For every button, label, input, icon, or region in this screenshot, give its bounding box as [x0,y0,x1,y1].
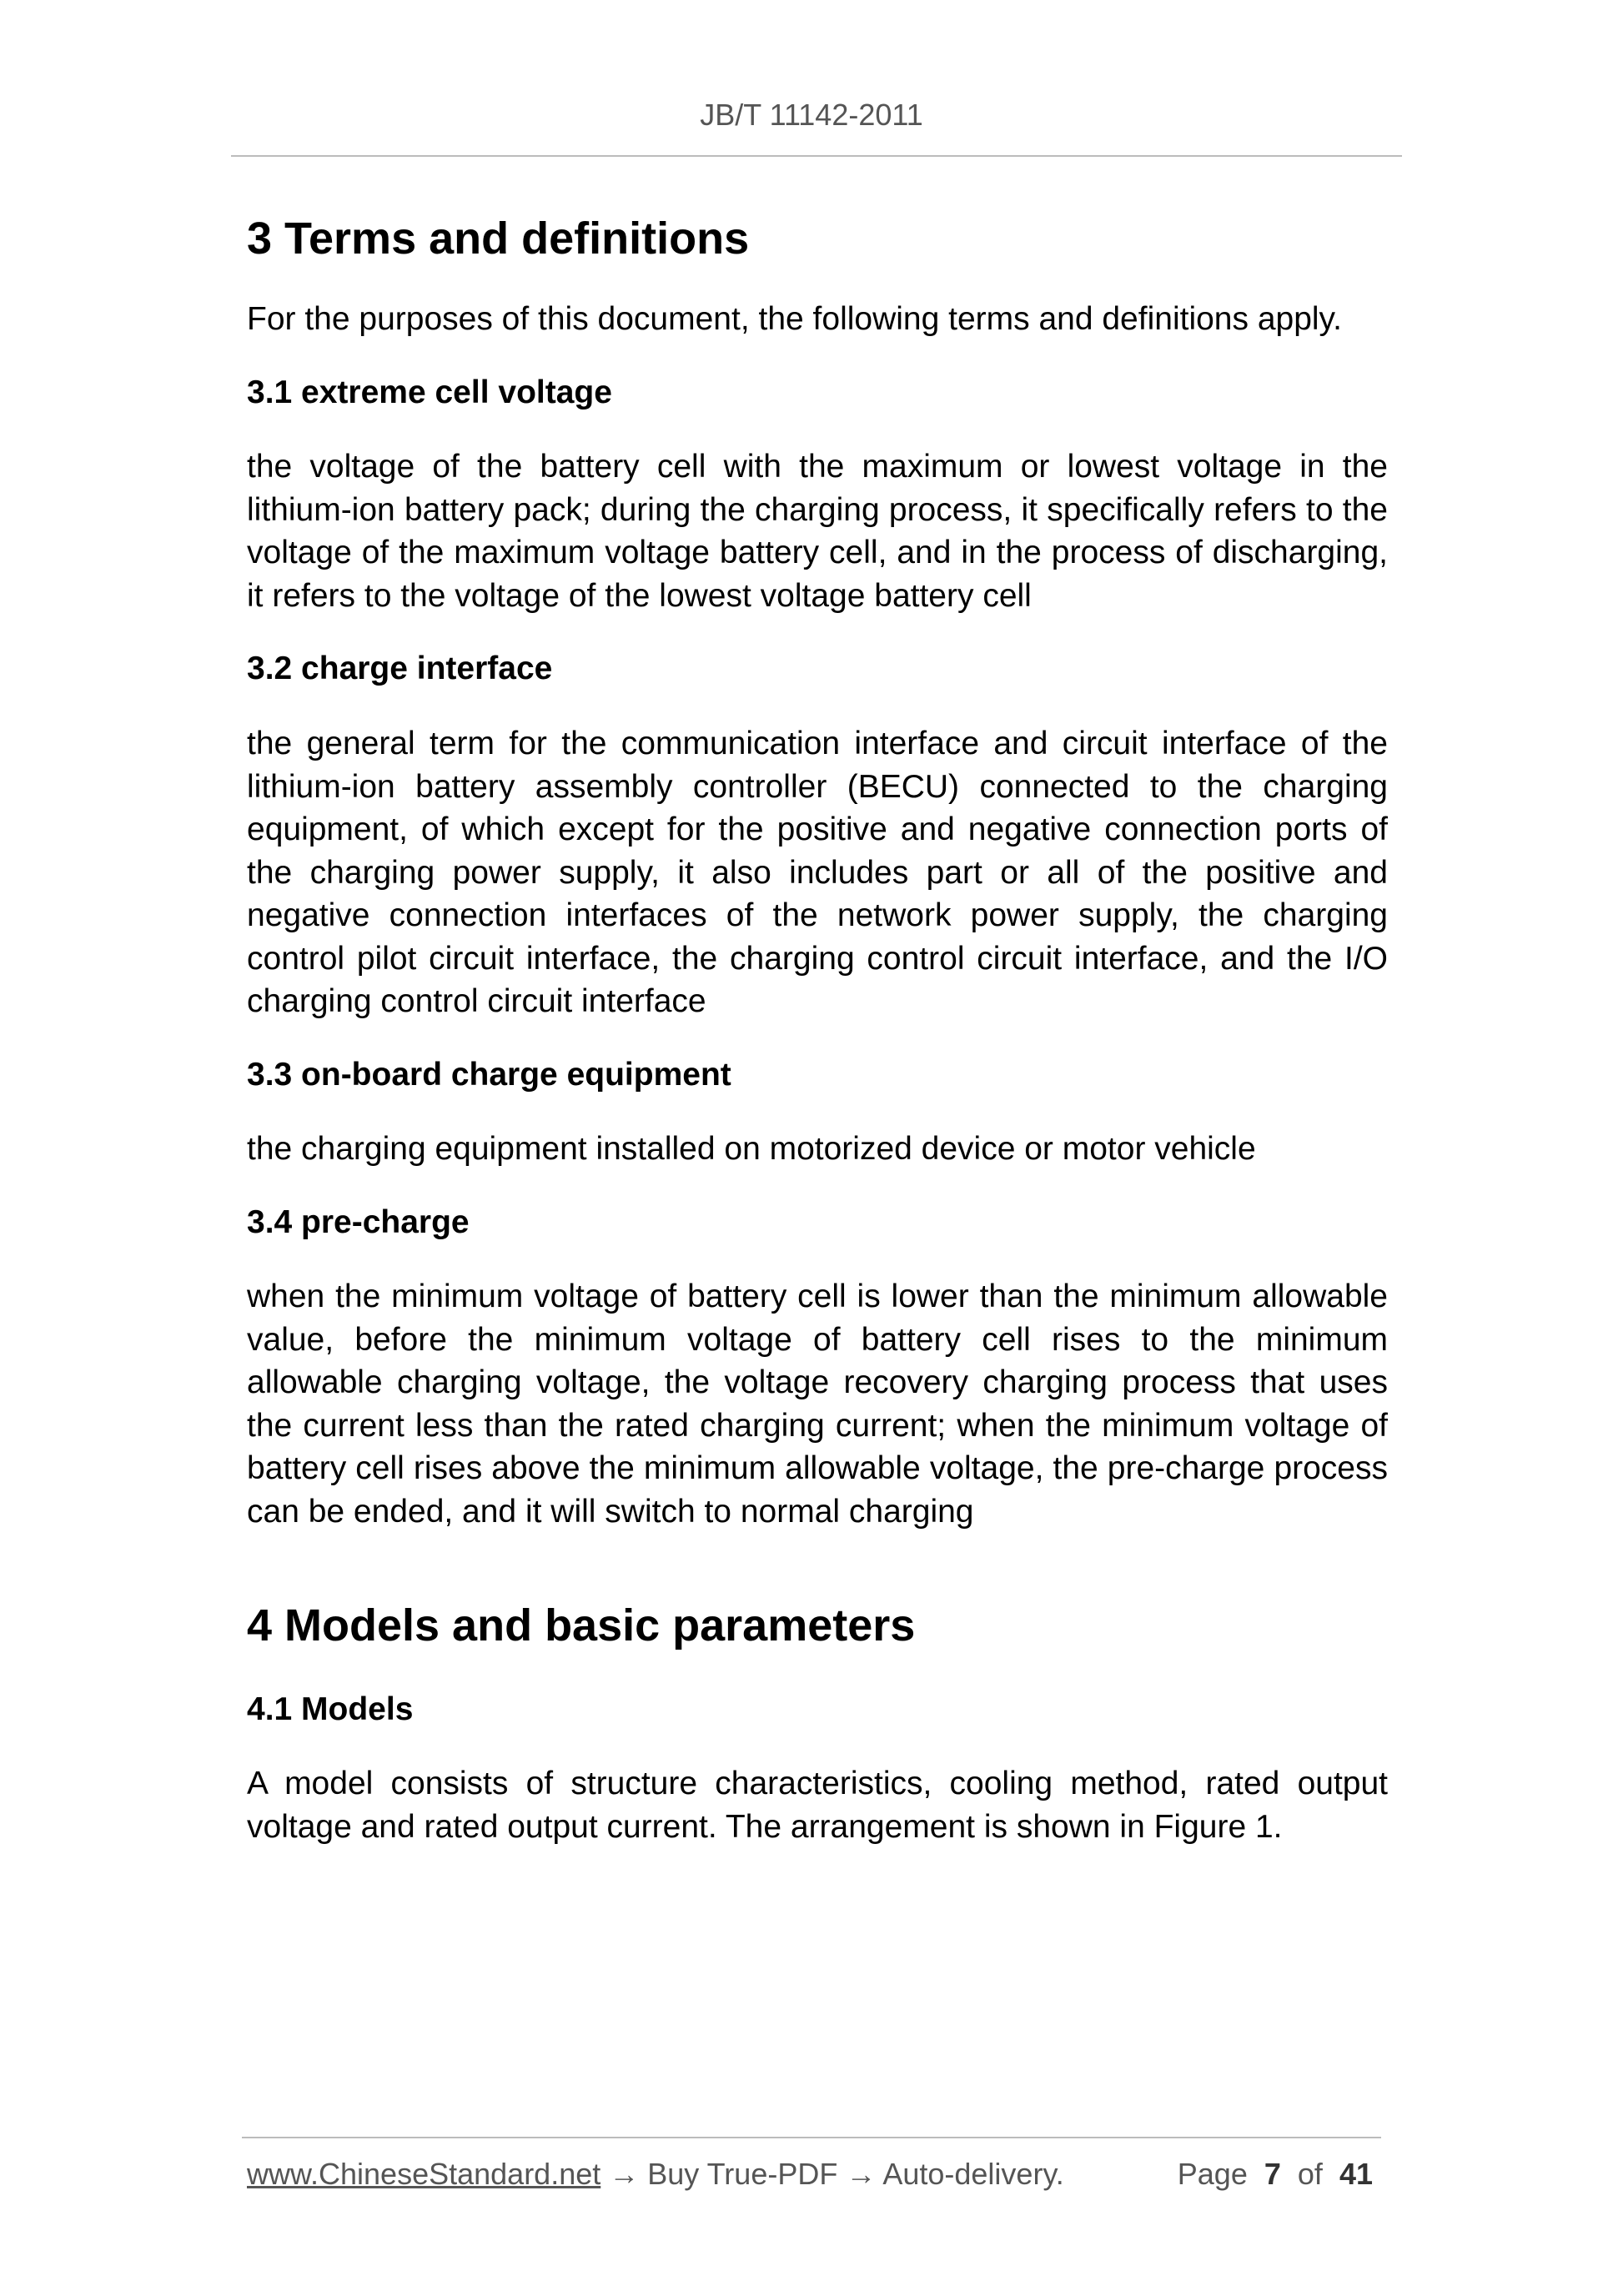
section-4-heading: 4 Models and basic parameters [247,1600,916,1651]
page-current: 7 [1264,2157,1281,2191]
page-body [247,192,1388,1848]
term-3-2-heading: 3.2 charge interface [247,651,553,687]
header-divider [231,155,1402,157]
footer-left [247,2157,1064,2192]
footer-divider [242,2137,1381,2138]
term-3-3-heading: 3.3 on-board charge equipment [247,1056,731,1093]
page-number [1178,2157,1388,2192]
page-of: of [1297,2157,1323,2191]
subsection-4-1-text: A model consists of structure characteristics, cooling method, rated output voltage and rated output current. The arrangement is shown in Figure 1. [247,1766,1388,1845]
website-link[interactable]: www.ChineseStandard.net [247,2157,601,2191]
term-3-1-heading: 3.1 extreme cell voltage [247,374,612,410]
term-3-2-definition: the general term for the communication interface and circuit interface of the lithium-ion battery assembly controller (BECU) connected to the charging equipment, of which except for the positive and negative connection ports of the charging power supply, it also includes part or all of the positive and negative connection interfaces of the network power supply, the charging control pilot circuit interface, the charging control circuit interface, and the I/O charging control circuit interface [247,726,1388,1020]
section-3-heading: 3 Terms and definitions [247,214,750,264]
term-3-3-definition: the charging equipment installed on motorized device or motor vehicle [247,1131,1256,1168]
term-3-4-heading: 3.4 pre-charge [247,1203,470,1240]
subsection-4-1-heading: 4.1 Models [247,1691,414,1727]
footer-promo: → Buy True-PDF → Auto-delivery. [609,2157,1064,2191]
term-3-1-definition: the voltage of the battery cell with the maximum or lowest voltage in the lithium-ion battery pack; during the charging process, it specifically refers to the voltage of the maximum voltage battery cell, and in the process of discharging, it refers to the voltage of the lowest voltage battery cell [247,449,1388,614]
section-3-intro: For the purposes of this document, the following terms and definitions apply. [247,301,1342,338]
page-footer [247,2157,1388,2192]
page-label: Page [1177,2157,1248,2191]
page-header: JB/T 11142-2011 [700,98,923,132]
term-3-4-definition: when the minimum voltage of battery cell is lower than the minimum allowable value, before the minimum voltage of battery cell rises to the minimum allowable charging voltage, the voltage recovery charging process that uses the current less than the rated charging current; when the minimum voltage of battery cell rises above the minimum allowable voltage, the pre-charge process can be ended, and it will switch to normal charging [247,1279,1388,1530]
page-total: 41 [1339,2157,1373,2191]
